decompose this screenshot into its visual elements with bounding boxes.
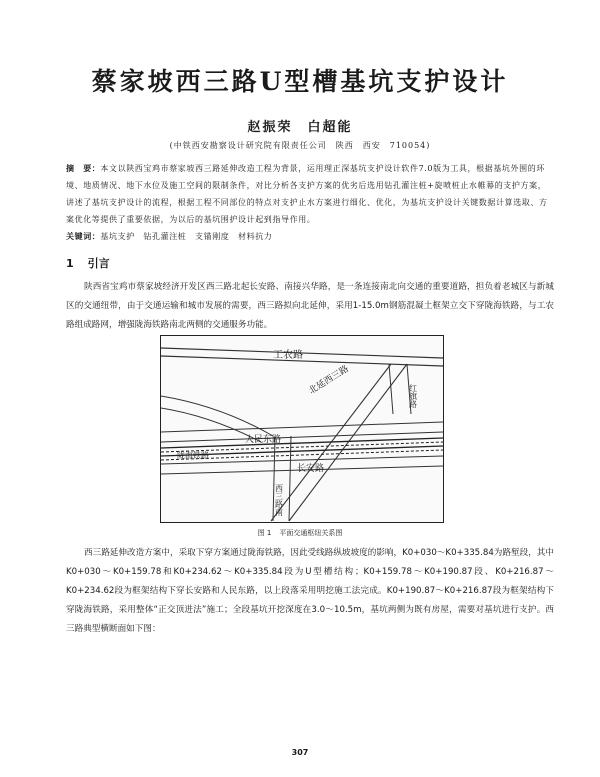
figure-traffic-map [160, 335, 444, 523]
label-hongqi-road: 红旗路 [408, 384, 418, 408]
abstract [66, 160, 554, 228]
section-title: 引言 [87, 257, 110, 270]
abstract-label: 摘 要： [66, 163, 101, 173]
section-heading [66, 255, 110, 271]
caption-number: 图 1 [257, 529, 272, 537]
keywords [66, 231, 554, 242]
label-xisan-south: 西三路南 [274, 484, 284, 516]
figure-caption [0, 528, 600, 538]
page-number: 307 [291, 748, 309, 757]
authors: 赵振荣 白超能 [247, 120, 353, 135]
label-changan-road: 长安路 [297, 464, 325, 474]
abstract-text: 本文以陕西宝鸡市蔡家坡西三路延伸改造工程为背景，运用理正深基坑支护设计软件7.0版为工具，根据基坑外围的环境、地质情况、地下水位及施工空间的限制条件，对比分析各支护方案的优劣后选用钻孔灌注桩+旋喷桩止水帷幕的支护方案，讲述了基坑支护设计的流程，根据工程不同部位的特点对支护止水方案进行细化、优化，为基坑支护设计关键数据计算选取、方案优化等提供了重要依据，为以后的基坑围护设计起到指导作用。 [66, 164, 548, 224]
label-longhai-railway: 陇海铁路 [177, 451, 209, 460]
road-line [161, 422, 443, 432]
label-renmin-road: 人民东路 [245, 435, 282, 445]
paragraph-intro: 陕西省宝鸡市蔡家坡经济开发区西三路北起长安路、南接兴华路，是一条连接南北向交通的重要道路，担负着老城区与新城区的交通纽带，由于交通运输和城市发展的需要，西三路拟向北延伸，采用1-15.0m钢筋混凝土框架立交下穿陇海铁路，与工农路组成路网，增强陇海铁路南北两侧的交通服务功能。 [66, 282, 554, 330]
map-drawing [161, 336, 443, 522]
caption-text: 平面交通枢纽关系图 [279, 529, 343, 537]
keywords-text: 基坑支护 钻孔灌注桩 支锚刚度 材料抗力 [100, 232, 273, 241]
road-line [389, 364, 393, 414]
paper-title: 蔡家坡西三路U型槽基坑支护设计 [91, 67, 509, 96]
paragraph-scheme: 西三路延伸改造方案中，采取下穿方案通过陇海铁路，因此受线路纵坡坡度的影响，K0+030～K0+335.84为路堑段，其中K0+030～K0+159.78和K0+234.62～K0+335.84段为U型槽结构；K0+159.78～K0+190.87段、K0+216.87～K0+234.62段为框架结构下穿长安路和人民东路，以上段落采用明挖施工法完成。K0+190.87～K0+216.87段为框架结构下穿陇海铁路，采用整体“正交顶进法”施工；全段基坑开挖深度在3.0～10.5m，基坑两侧为既有房屋，需要对基坑进行支护。西三路典型横断面如下图： [66, 548, 554, 634]
road-line [289, 436, 291, 521]
road-line [161, 432, 443, 442]
label-gongnong-road: 工农路 [273, 350, 303, 361]
affiliation: (中铁西安勘察设计研究院有限责任公司 陕西 西安 710054) [169, 141, 431, 150]
keywords-label: 关键词： [66, 231, 101, 241]
section-number: 1 [66, 257, 74, 270]
label-north-extension: 北延西三路 [307, 364, 351, 397]
